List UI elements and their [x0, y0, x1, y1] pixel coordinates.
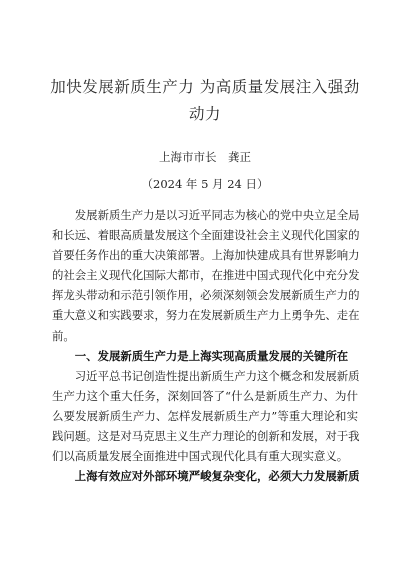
section-heading-paragraph: [52, 466, 358, 486]
text-line: 上海有效应对外部环境严峻复杂变化，必须大力发展新质: [52, 469, 360, 484]
text-line: 习近平总书记创造性提出新质生产力这个概念和发展新质: [52, 368, 360, 383]
text-line: 前。: [52, 328, 75, 343]
text-line: 发展新质生产力是以习近平同志为核心的党中央立足全局: [52, 208, 360, 222]
text-line: 生产力这个重大任务，深刻回答了“什么是新质生产力、为什: [52, 388, 358, 403]
body-paragraph: [52, 366, 358, 466]
article-title-line-2: 动力: [188, 105, 221, 123]
text-line: 首要任务作出的重大决策部署。上海加快建成具有世界影响力: [52, 248, 360, 263]
section-heading-paragraph: [52, 346, 358, 366]
text-line: 重大意义和实践要求，努力在发展新质生产力上勇争先、走在: [52, 308, 360, 323]
author-line: 上海市市长 龚正: [159, 150, 251, 164]
article-title-line-1: 加快发展新质生产力 为高质量发展注入强劲: [50, 78, 360, 96]
text-line: 践问题。这是对马克思主义生产力理论的创新和发展，对于我: [52, 429, 360, 444]
text-line: 和长远、着眼高质量发展这个全面建设社会主义现代化国家的: [52, 228, 360, 243]
body-paragraph: [52, 205, 358, 346]
date-line: （2024 年 5 月 24 日）: [141, 177, 269, 191]
text-line: 挥龙头带动和示范引领作用，必须深刻领会发展新质生产力的: [52, 288, 360, 303]
text-line: 一、发展新质生产力是上海实现高质量发展的关键所在: [52, 348, 349, 363]
text-line: 么要发展新质生产力、怎样发展新质生产力”等重大理论和实: [52, 408, 358, 423]
article-title: [50, 74, 360, 128]
text-line: 们以高质量发展全面推进中国式现代化具有重大现实意义。: [52, 449, 349, 464]
text-line: 的社会主义现代化国际大都市，在推进中国式现代化中充分发: [52, 268, 360, 283]
article-body: [52, 205, 358, 486]
